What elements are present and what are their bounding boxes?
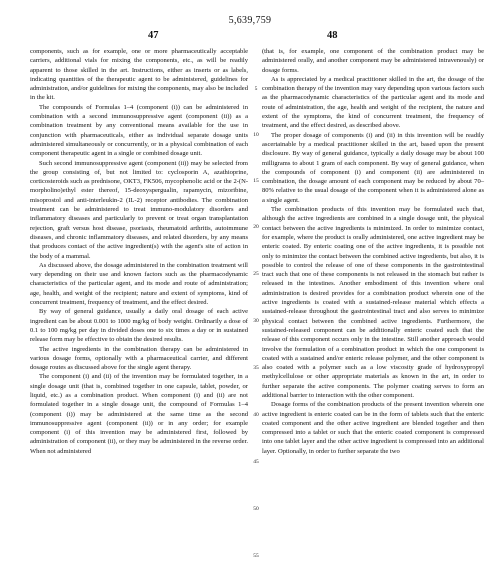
line-number: 30 [253, 318, 259, 324]
paragraph: As is appreciated by a medical practitioner skilled in the art, the dosage of the combination therapy of the invention may vary depending upon various factors such as the pharmacodynamic characteristics of the particular agent and its mode and route of administration, the age, health and weight of the recipient, the nature and extent of the symptoms, the kind of concurrent treatment, the frequency of treatment, and the effect desired, as described above. [262, 75, 484, 130]
paragraph: components, such as for example, one or more pharmaceutically acceptable carriers, additional vials for mixing the components, etc., as will be readily apparent to those skilled in the art. Instructions, either as inserts or as labels, indicating quantities of the therapeutic agent to be administered, guidelines for administration, and/or guidelines for mixing the components, may also be included in the kit. [30, 48, 248, 102]
right-column [262, 47, 484, 456]
line-number: 55 [253, 553, 259, 559]
line-number: 25 [253, 271, 259, 277]
line-number: 20 [253, 224, 259, 230]
line-number: 45 [253, 459, 259, 465]
paragraph: The proper dosage of components (i) and (ii) in this invention will be readily ascertainable by a medical practitioner skilled in the art, based upon the present disclosure. By way of general guidance, typically a daily dosage may be about 100 milligrams to about 1 gram of each component. By way of general guidance, when the compounds of component (i) and component (ii) are administered in combination, the dosage amount of each component may be reduced by about 70–80% relative to the usual dosage of the component when it is administered alone as a single agent. [262, 131, 484, 204]
paragraph: The compounds of Formulas 1–4 (component (i)) can be administered in combination with a second immunosuppressive agent (component (ii)) as a combination treatment by any conventional means available for the use in conjunction with pharmaceuticals, either as individual separate dosage units administered simultaneously or concurrently, or in a physical combination of each component therapeutic agent in a single or combined dosage unit. [30, 103, 248, 158]
line-number: 10 [253, 132, 259, 138]
paragraph: Such second immunosuppressive agent (component (ii)) may be selected from the group consisting of, but not limited to: cyclosporin A, azathioprine, corticosteroids such as prednisone, OKT3, FK506, mycophenolic acid or the 2-(N-morpholino)ethyl ester thereof, 15-deoxyspergualin, rapamycin, mizoribine, misoprostol and anti-interleukin-2 (IL-2) receptor antibodies. The combination treatment can be administered to treat immuno-modulatory disorders and inflammatory diseases and particularly to prevent or treat organ transplantation rejection, graft versus host disease, psoriasis, rheumatoid arthritis, autoimmune diseases, and chronic inflammatory diseases, and related disorders, by any means that produces contact of the active ingredient(s) with the agent's site of action in the body of a mammal. [30, 159, 248, 260]
paragraph: The component (i) and (ii) of the invention may be formulated together, in a single dosage unit (that is, combined together in one capsule, tablet, powder, or liquid, etc.) as a combination product. When component (i) and (ii) are not formulated together in a single dosage unit, the compound of Formulas 1–4 (component (i)) may be administered at the same time as the second immunosuppressive agent (component (ii)) or in any order; for example component (i) of this invention may be administered first, followed by administration of component (ii), or they may be administered in the reverse order. When not administered [30, 373, 248, 455]
page-number-right: 48 [327, 30, 338, 41]
paragraph: The combination products of this invention may be formulated such that, although the active ingredients are combined in a single dosage unit, the physical contact between the active ingredients is minimized. In order to minimize contact, for example, where the product is orally administered, one active ingredient may be enteric coated. By enteric coating one of the active ingredients, it is possible not only to minimize the contact between the combined active ingredients, but also, it is possible to control the release of one of these components in the gastrointestinal tract such that one of these components is not released in the stomach but rather is released in the intestines. Another embodiment of this invention where oral administration is desired provides for a combination product wherein one of the active ingredients is coated with a sustained-release material which effects a sustained-release throughout the gastrointestinal tract and also serves to minimize physical contact between the combined active ingredients. Furthermore, the sustained-released component can be additionally enteric coated such that the release of this component occurs only in the intestine. Still another approach would involve the formulation of a combination product in which the one component is coated with a sustained and/or enteric release polymer, and the other component is also coated with a polymer such as a low viscosity grade of hydroxypropyl methylcellulose or other appropriate materials as known in the art, in order to further separate the active components. The polymer coating serves to form an additional barrier to interaction with the other component. [262, 206, 484, 399]
left-column [30, 47, 248, 456]
paragraph: (that is, for example, one component of the combination product may be administered orally, and another component may be administered intravenously) or dosage forms. [262, 48, 484, 74]
paragraph: The active ingredients in the combination therapy can be administered in various dosage forms, optionally with a pharmaceutical carrier, and different dosage routes as discussed above for the single agent therapy. [30, 345, 248, 372]
page-number-left: 47 [148, 30, 159, 41]
paragraph: Dosage forms of the combination products of the present invention wherein one active ingredient is enteric coated can be in the form of tablets such that the enteric coated component and the other active ingredient are blended together and then compressed into a tablet or such that the enteric coated component is compressed into one tablet layer and the other active ingredient is compressed into an additional layer. Optionally, in order to further separate the two [262, 401, 484, 455]
line-number: 5 [254, 86, 258, 92]
line-number: 40 [253, 412, 259, 418]
line-number: 50 [253, 506, 259, 512]
patent-number: 5,639,759 [228, 15, 272, 26]
line-number: 35 [253, 365, 259, 371]
line-number: 15 [253, 178, 259, 184]
paragraph: As discussed above, the dosage administered in the combination treatment will vary depending on their use and known factors such as the pharmacodynamic characteristics of the particular agent, and its mode and route of administration; age, health, and weight of the recipient; nature and extent of symptoms, kind of concurrent treatment, frequency of treatment, and the effect desired. [30, 261, 248, 307]
paragraph: By way of general guidance, usually a daily oral dosage of each active ingredient can be about 0.001 to 1000 mg/kg of body weight. Ordinarily a dose of 0.1 to 100 mg/kg per day in divided doses one to six times a day or in sustained release form may be effective to obtain the desired results. [30, 308, 248, 344]
